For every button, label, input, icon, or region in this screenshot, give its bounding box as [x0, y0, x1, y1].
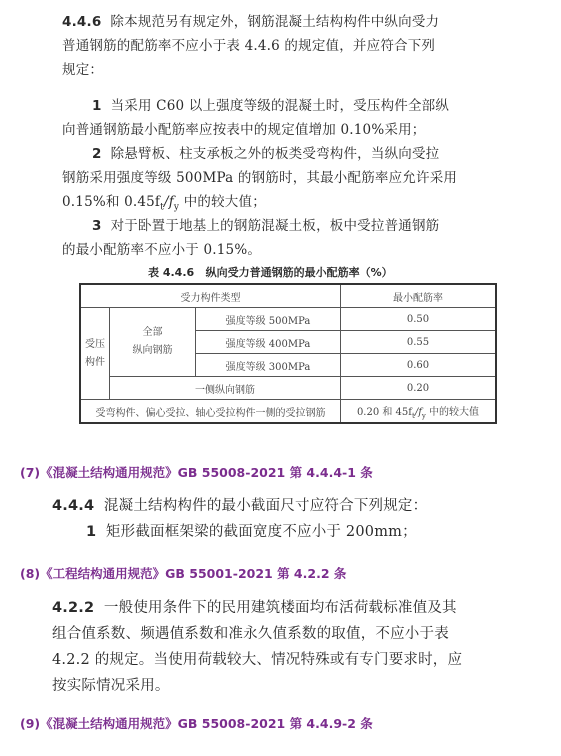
subscript: y	[421, 411, 426, 420]
item-2-line2: 钢筋采用强度等级 500MPa 的钢筋时，其最小配筋率应允许采用	[62, 170, 458, 186]
sub-group-line2: 纵向钢筋	[132, 345, 173, 356]
item-text: 0.15%和 0.45f	[62, 194, 161, 210]
item-1-line2: 向普通钢筋最小配筋率应按表中的规定值增加 0.10%采用；	[62, 122, 426, 138]
row1-value: 0.50	[341, 308, 497, 331]
row2-value: 0.55	[341, 331, 497, 354]
clause-text: 除本规范另有规定外，钢筋混凝土结构构件中纵向受力	[110, 14, 440, 30]
row4-label: 一侧纵向钢筋	[110, 377, 341, 400]
item-1-line1	[92, 94, 542, 118]
header-type: 受力构件类型	[80, 284, 341, 308]
clause-4-2-2-line3: 4.2.2 的规定。当使用荷载较大、情况特殊或有专门要求时，应	[52, 652, 463, 668]
item-text: /f	[163, 194, 174, 210]
item-number: 1	[86, 524, 97, 540]
subscript: y	[173, 202, 180, 213]
reference-8: (8)《工程结构通用规范》GB 55001-2021 第 4.2.2 条	[20, 566, 347, 581]
table-title: 表 4.4.6 纵向受力普通钢筋的最小配筋率（%）	[148, 266, 393, 279]
item-number: 2	[92, 146, 102, 162]
reference-9: (9)《混凝土结构通用规范》GB 55008-2021 第 4.4.9-2 条	[20, 716, 373, 731]
item-number: 3	[92, 218, 102, 234]
clause-text: 一般使用条件下的民用建筑楼面均布活荷载标准值及其	[103, 600, 457, 616]
clause-4-2-2-line1	[52, 596, 547, 621]
item-text: 对于卧置于地基上的钢筋混凝土板，板中受拉普通钢筋	[110, 218, 440, 234]
reference-7: (7)《混凝土结构通用规范》GB 55008-2021 第 4.4.4-1 条	[20, 465, 373, 480]
row5-value-text: 中的较大值	[425, 406, 480, 418]
row5-label: 受弯构件、偏心受拉、轴心受拉构件一侧的受拉钢筋	[80, 400, 341, 424]
table-row	[80, 400, 496, 424]
reinforcement-ratio-table	[79, 283, 497, 424]
clause-4-4-6-line3: 规定：	[62, 62, 104, 78]
item-text: 当采用 C60 以上强度等级的混凝土时，受压构件全部纵	[110, 98, 450, 114]
group-label-text: 受压 构件	[85, 338, 105, 368]
item-text: 中的较大值；	[179, 194, 266, 210]
clause-number: 4.4.4	[52, 498, 95, 514]
row5-value-text: 0.20 和 45f	[356, 406, 412, 418]
clause-number: 4.4.6	[62, 14, 102, 30]
sub-group-line1: 全部	[142, 327, 163, 338]
sub-group-label	[110, 308, 196, 377]
clause-4-4-6-line1	[62, 10, 532, 34]
table-row	[80, 308, 496, 331]
table-header-row	[80, 284, 496, 308]
row5-value	[341, 400, 497, 424]
item-number: 1	[92, 98, 102, 114]
row4-value: 0.20	[341, 377, 497, 400]
clause-4-4-6-line2: 普通钢筋的配筋率不应小于表 4.4.6 的规定值，并应符合下列	[62, 38, 436, 54]
group-label	[80, 308, 110, 400]
item-text: 除悬臂板、柱支承板之外的板类受弯构件，当纵向受拉	[110, 146, 440, 162]
item-3-line2: 的最小配筋率不应小于 0.15%。	[62, 242, 262, 258]
clause-text: 混凝土结构构件的最小截面尺寸应符合下列规定：	[103, 498, 428, 514]
clause-4-4-4-line1	[52, 494, 542, 519]
item-text: 矩形截面框架梁的截面宽度不应小于 200mm；	[105, 524, 417, 540]
row1-label: 强度等级 500MPa	[196, 308, 341, 331]
header-ratio: 最小配筋率	[341, 284, 497, 308]
item-2-line1	[92, 142, 542, 166]
table-row	[80, 377, 496, 400]
row3-label: 强度等级 300MPa	[196, 354, 341, 377]
clause-4-2-2-line2: 组合值系数、频遇值系数和准永久值系数的取值，不应小于表	[52, 626, 449, 642]
row2-label: 强度等级 400MPa	[196, 331, 341, 354]
item-3-line1	[92, 214, 542, 238]
subscript: t	[412, 411, 415, 420]
clause-number: 4.2.2	[52, 600, 95, 616]
subscript: t	[160, 202, 164, 213]
row3-value: 0.60	[341, 354, 497, 377]
clause-4-2-2-line4: 按实际情况采用。	[52, 678, 170, 694]
row5-value-text: /f	[414, 406, 422, 418]
clause-4-4-4-item1	[86, 520, 546, 545]
